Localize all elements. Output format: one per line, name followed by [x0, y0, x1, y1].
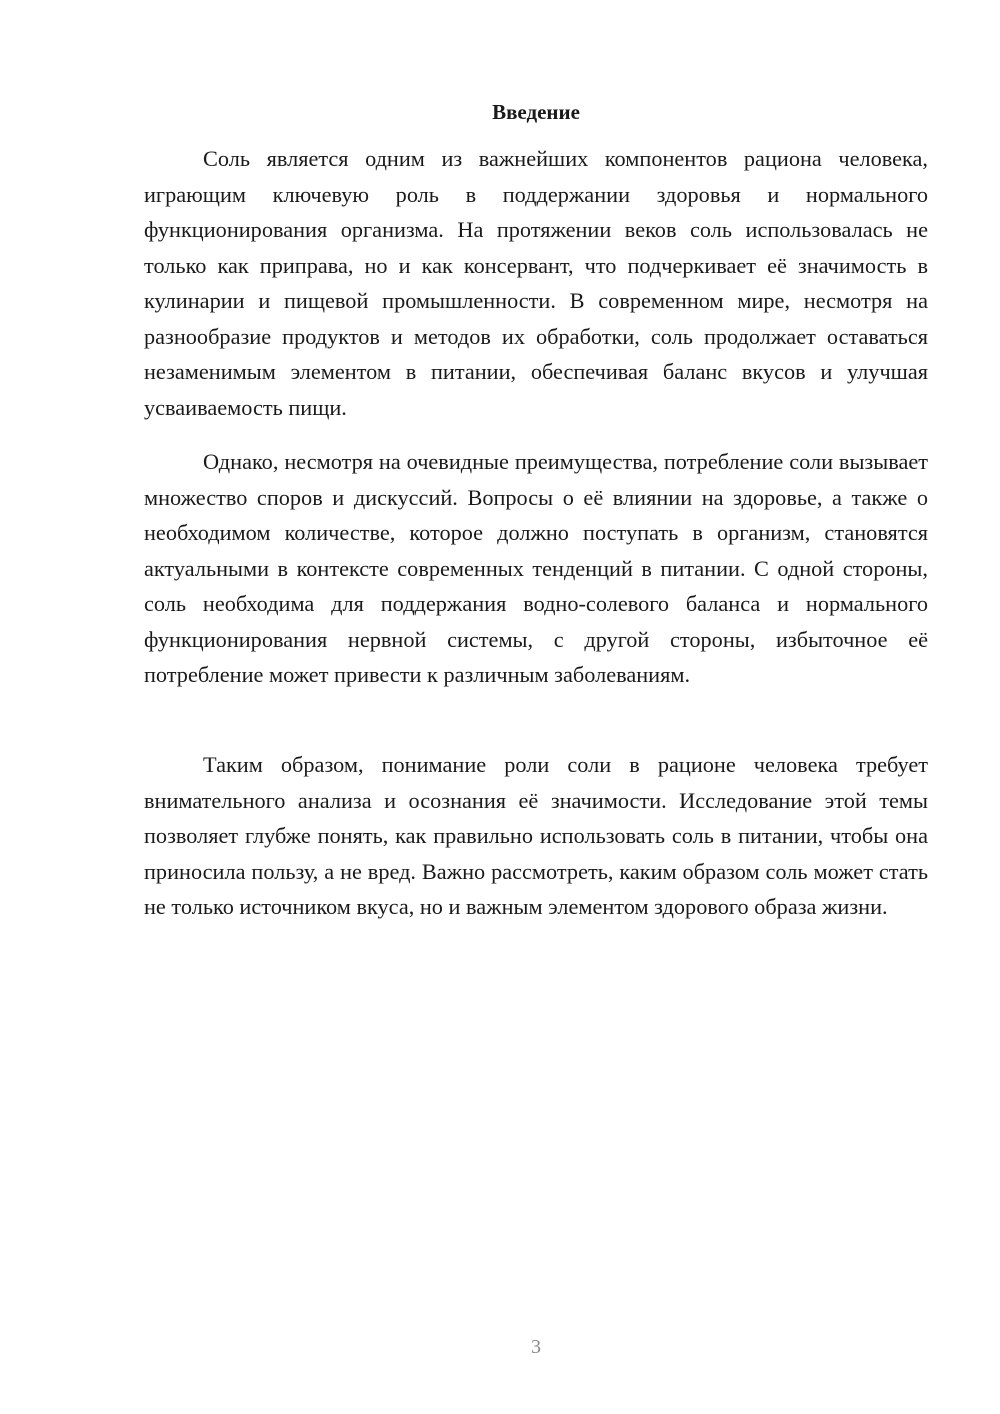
paragraph-3: Таким образом, понимание роли соли в рационе человека требует внимательного анализа и осознания её значимости. Исследование этой темы позволяет глубже понять, как правильно использовать соль в питании, чтобы она приносила пользу, а не вред. Важно рассмотреть, каким образом соль может стать не только источником вкуса, но и важным элементом здорового образа жизни. [144, 752, 928, 919]
paragraph-1: Соль является одним из важнейших компонентов рациона человека, играющим ключевую роль в поддержании здоровья и нормального функционирования организма. На протяжении веков соль использовалась не только как приправа, но и как консервант, что подчеркивает её значимость в кулинарии и пищевой промышленности. В современном мире, несмотря на разнообразие продуктов и методов их обработки, соль продолжает оставаться незаменимым элементом в питании, обеспечивая баланс вкусов и улучшая усваиваемость пищи. [144, 146, 928, 420]
section-title: Введение [492, 100, 580, 124]
paragraph-2: Однако, несмотря на очевидные преимущества, потребление соли вызывает множество споров и дискуссий. Вопросы о её влиянии на здоровье, а также о необходимом количестве, которое должно поступать в организм, становятся актуальными в контексте современных тенденций в питании. С одной стороны, соль необходима для поддержания водно-солевого баланса и нормального функционирования нервной системы, с другой стороны, избыточное её потребление может привести к различным заболеваниям. [144, 449, 928, 687]
page-number: 3 [531, 1336, 541, 1358]
